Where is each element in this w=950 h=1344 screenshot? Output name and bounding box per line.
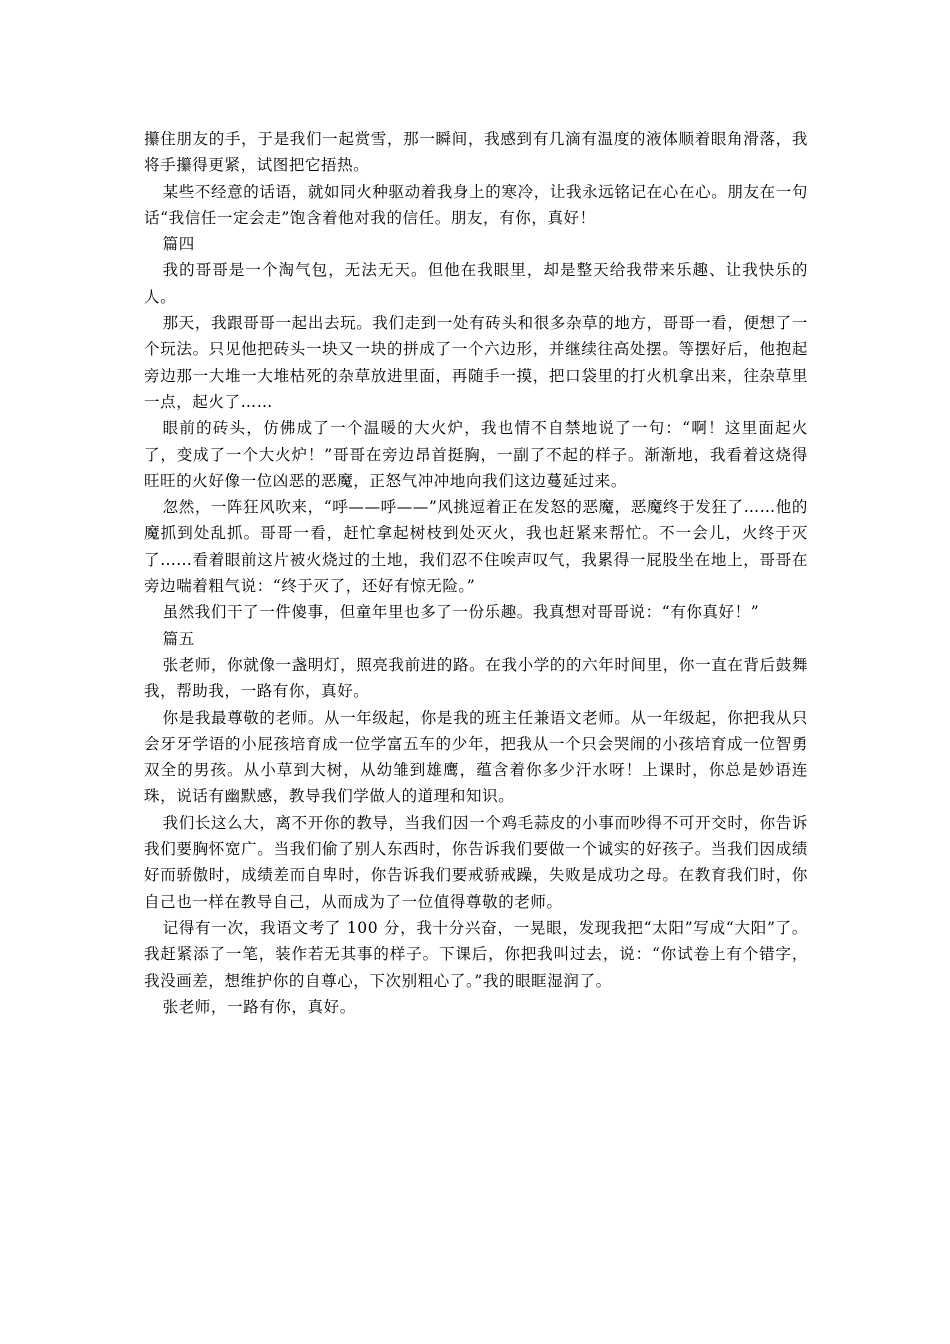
paragraph: 眼前的砖头，仿佛成了一个温暖的大火炉，我也情不自禁地说了一句：“啊！这里面起火了，变成了一个大火炉！”哥哥在旁边昂首挺胸，一副了不起的样子。渐渐地，我看着这烧得旺旺的火好像一位凶恶的恶魔，正怒气冲冲地向我们这边蔓延过来。 bbox=[144, 419, 808, 490]
paragraph: 我的哥哥是一个淘气包，无法无天。但他在我眼里，却是整天给我带来乐趣、让我快乐的人。 bbox=[144, 261, 808, 306]
document-body bbox=[144, 126, 808, 1020]
paragraph: 忽然，一阵狂风吹来，“呼——呼——”风挑逗着正在发怒的恶魔，恶魔终于发狂了……他的魔抓到处乱抓。哥哥一看，赶忙拿起树枝到处灭火，我也赶紧来帮忙。不一会儿，火终于灭了……看着眼前这片被火烧过的土地，我们忍不住唉声叹气，我累得一屁股坐在地上，哥哥在旁边喘着粗气说：“终于灭了，还好有惊无险。” bbox=[144, 498, 808, 596]
section-heading: 篇五 bbox=[162, 629, 195, 648]
section-heading: 篇四 bbox=[162, 235, 195, 254]
paragraph: 记得有一次，我语文考了 100 分，我十分兴奋，一晃眼，发现我把“太阳”写成“大阳”了。我赶紧添了一笔，装作若无其事的样子。下课后，你把我叫过去，说：“你试卷上有个错字，我没画差，想维护你的自尊心，下次别粗心了。”我的眼眶湿润了。 bbox=[144, 918, 808, 990]
paragraph: 张老师，你就像一盏明灯，照亮我前进的路。在我小学的的六年时间里，你一直在背后鼓舞我，帮助我，一路有你，真好。 bbox=[144, 655, 808, 701]
paragraph: 张老师，一路有你，真好。 bbox=[162, 997, 356, 1016]
paragraph: 我们长这么大，离不开你的教导，当我们因一个鸡毛蒜皮的小事而吵得不可开交时，你告诉我们要胸怀宽广。当我们偷了别人东西时，你告诉我们要做一个诚实的好孩子。当我们因成绩好而骄傲时，成绩差而自卑时，你告诉我们要戒骄戒躁，失败是成功之母。在教育我们时，你自己也一样在教导自己，从而成为了一位值得尊敬的老师。 bbox=[144, 813, 808, 911]
paragraph: 那天，我跟哥哥一起出去玩。我们走到一处有砖头和很多杂草的地方，哥哥一看，便想了一个玩法。只见他把砖头一块又一块的拼成了一个六边形，并继续往高处摆。等摆好后，他抱起旁边那一大堆一大堆枯死的杂草放进里面，再随手一摸，把口袋里的打火机拿出来，往杂草里一点，起火了…… bbox=[144, 314, 808, 411]
paragraph: 虽然我们干了一件傻事，但童年里也多了一份乐趣。我真想对哥哥说：“有你真好！” bbox=[162, 603, 760, 622]
paragraph: 你是我最尊敬的老师。从一年级起，你是我的班主任兼语文老师。从一年级起，你把我从只会牙牙学语的小屁孩培育成一位学富五车的少年，把我从一个只会哭闹的小孩培育成一位智勇双全的男孩。从小草到大树，从幼雏到雄鹰，蕴含着你多少汗水呀！上课时，你总是妙语连珠，说话有幽默感，教导我们学做人的道理和知识。 bbox=[144, 708, 808, 806]
paragraph: 某些不经意的话语，就如同火种驱动着我身上的寒冷，让我永远铭记在心在心。朋友在一句话“我信任一定会走”饱含着他对我的信任。朋友，有你，真好！ bbox=[144, 182, 808, 227]
paragraph-continuation: 攥住朋友的手，于是我们一起赏雪，那一瞬间，我感到有几滴有温度的液体顺着眼角滑落，我将手攥得更紧，试图把它捂热。 bbox=[144, 130, 808, 175]
